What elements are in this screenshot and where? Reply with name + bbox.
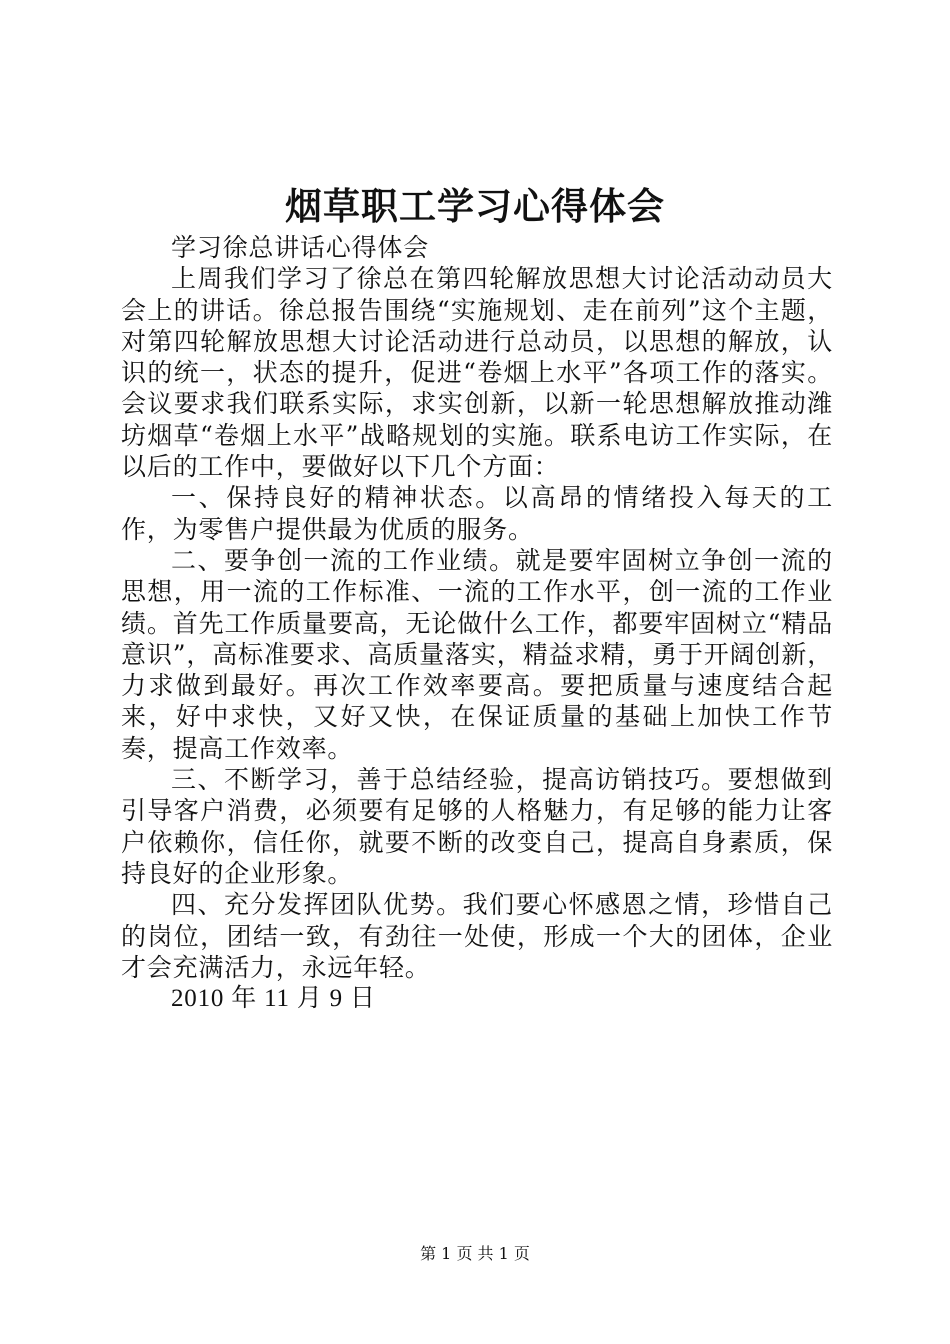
page-number-footer: 第 1 页 共 1 页 [420,1244,530,1263]
date-line: 2010 年 11 月 9 日 [171,985,376,1013]
point-two-paragraph: 二、要争创一流的工作业绩。就是要牢固树立争创一流的思想，用一流的工作标准、一流的工作水平，创一流的工作业绩。首先工作质量要高，无论做什么工作，都要牢固树立“精品意识”，高标准要求、高质量落实，精益求精，勇于开阔创新，力求做到最好。再次工作效率要高。要把质量与速度结合起来，好中求快，又好又快，在保证质量的基础上加快工作节奏，提高工作效率。 [121,545,833,763]
document-body [121,232,833,1014]
point-four-paragraph: 四、充分发挥团队优势。我们要心怀感恩之情，珍惜自己的岗位，团结一致，有劲往一处使，形成一个大的团体，企业才会充满活力，永远年轻。 [121,890,833,982]
intro-paragraph: 上周我们学习了徐总在第四轮解放思想大讨论活动动员大会上的讲话。徐总报告围绕“实施规划、走在前列”这个主题，对第四轮解放思想大讨论活动进行总动员，以思想的解放，认识的统一，状态的提升，促进“卷烟上水平”各项工作的落实。会议要求我们联系实际，求实创新，以新一轮思想解放推动潍坊烟草“卷烟上水平”战略规划的实施。联系电访工作实际，在以后的工作中，要做好以下几个方面： [121,264,833,482]
point-three-paragraph: 三、不断学习，善于总结经验，提高访销技巧。要想做到引导客户消费，必须要有足够的人格魅力，有足够的能力让客户依赖你，信任你，就要不断的改变自己，提高自身素质，保持良好的企业形象。 [121,765,833,888]
subtitle-paragraph: 学习徐总讲话心得体会 [171,233,430,262]
document-title: 烟草职工学习心得体会 [285,185,665,228]
point-one-paragraph: 一、保持良好的精神状态。以高昂的情绪投入每天的工作，为零售户提供最为优质的服务。 [121,483,833,544]
